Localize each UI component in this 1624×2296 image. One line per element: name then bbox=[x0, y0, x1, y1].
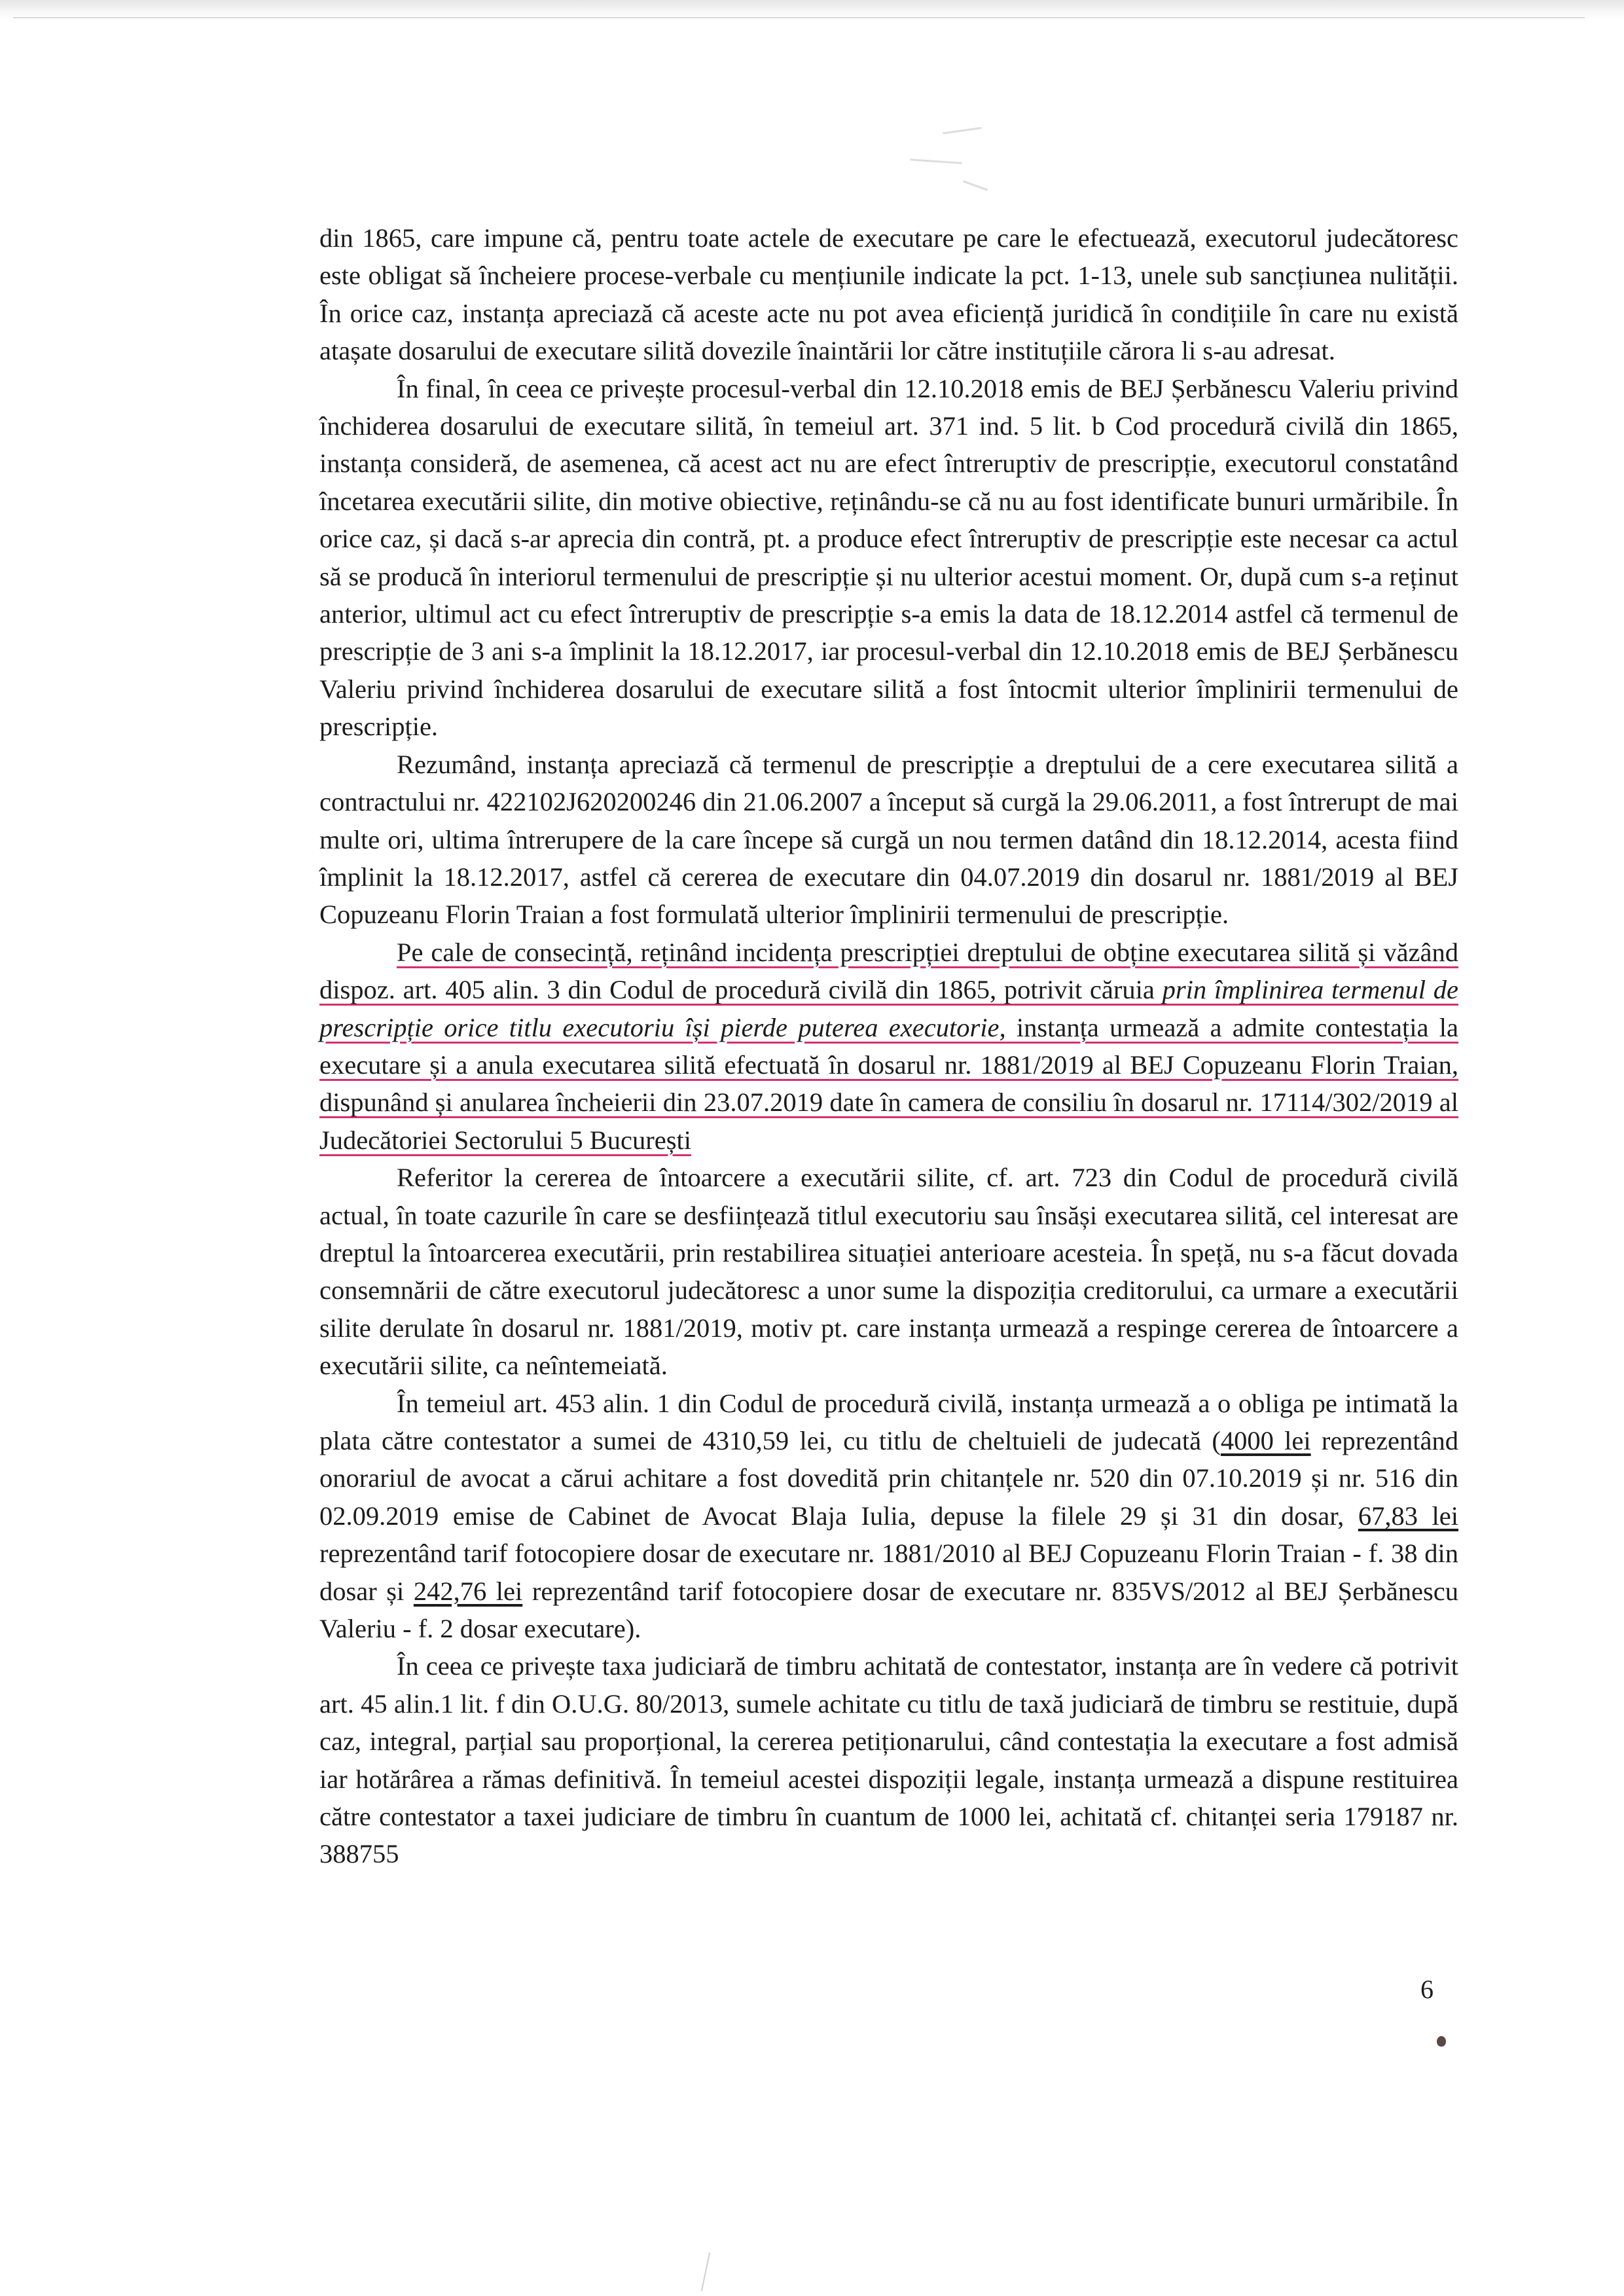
ruling-quote: prin împlinirea termenul de prescripție orice titlu executoriu își pierde puterea executorie, bbox=[319, 975, 1458, 1042]
ink-dot bbox=[1437, 2036, 1446, 2047]
costs-amount-2: 67,83 lei bbox=[1358, 1501, 1458, 1531]
scan-smudge bbox=[943, 127, 982, 134]
scan-mark bbox=[701, 2252, 710, 2291]
paragraph-3: Rezumând, instanța apreciază că termenul de prescripție a dreptului de a cere executarea silită a contractului nr. 422102J620200246 din 21.06.2007 a început să curgă la 29.06.2011, a fost întrerupt de mai multe ori, ultima întrerupere de la care începe să curgă un nou termen datând din 18.12.2014, acesta fiind împlinit la 18.12.2017, astfel că cererea de executare din 04.07.2019 din dosarul nr. 1881/2019 al BEJ Copuzeanu Florin Traian a fost formulată ulterior împlinirii termenului de prescripție. bbox=[319, 749, 1458, 930]
costs-text-c: reprezentând tarif fotocopiere dosar de executare nr. 1881/2010 al BEJ Copuzeanu Florin Traian - f. 38 din dosar și bbox=[319, 1539, 1458, 1606]
costs-paragraph bbox=[319, 1385, 1458, 1648]
return-paragraph: Referitor la cererea de întoarcere a executării silite, cf. art. 723 din Codul de procedură civilă actual, în toate cazurile în care se desființează titlul executoriu sau însăși executarea silită, cel interesat are dreptul la întoarcerea executării, prin restabilirea situației anterioare acesteia. În speță, nu s-a făcut dovada consemnării de către executorul judecătoresc a unor sume la dispoziția creditorului, ca urmare a executării silite derulate în dosarul nr. 1881/2019, motiv pt. care instanța urmează a respinge cererea de întoarcere a executării silite, ca neîntemeiată. bbox=[319, 1163, 1458, 1381]
document-body bbox=[319, 219, 1458, 1873]
ruling-text-1: Pe cale de consecință, reținând incidența prescripției dreptului de obține executarea silită și văzând dispoz. art. 405 alin. 3 din Codul de procedură civilă din 1865, potrivit căruia bbox=[319, 937, 1458, 1005]
costs-text-b: reprezentând onorariul de avocat a cărui achitare a fost dovedită prin chitanțele nr. 520 din 07.10.2019 și nr. 516 din 02.09.2019 emise de Cabinet de Avocat Blaja Iulia, depuse la filele 29 și 31 din dosar, bbox=[319, 1426, 1459, 1531]
scan-top-line bbox=[13, 17, 1585, 18]
page-number: 6 bbox=[1420, 1975, 1434, 2004]
paragraph-1: din 1865, care impune că, pentru toate actele de executare pe care le efectuează, executorul judecătoresc este obligat să încheiere procese-verbale cu mențiunile indicate la pct. 1-13, unele sub sancțiunea nulității. În orice caz, instanța apreciază că aceste acte nu pot avea eficiență juridică în condițiile în care nu există atașate dosarului de executare silită dovezile înaintării lor către instituțiile cărora li s-au adresat. bbox=[319, 223, 1458, 366]
scan-smudge bbox=[910, 158, 962, 164]
costs-text-a: În temeiul art. 453 alin. 1 din Codul de procedură civilă, instanța urmează a o obliga pe intimată la plata către contestator a sumei de 4310,59 lei, cu titlu de cheltuieli de judecată ( bbox=[319, 1388, 1458, 1455]
ruling-text-2: instanța urmează a admite contestația la executare și a anula executarea silită efectuată în dosarul nr. 1881/2019 al BEJ Copuzeanu Florin Traian, dispunând și anularea încheierii din 23.07.2019 date în camera de consiliu în dosarul nr. 17114/302/2019 al Judecătoriei Sectorului 5 București bbox=[319, 1012, 1458, 1155]
paragraph-2: În final, în ceea ce privește procesul-verbal din 12.10.2018 emis de BEJ Șerbănescu Valeriu privind închiderea dosarului de executare silită, în temeiul art. 371 ind. 5 lit. b Cod procedură civilă din 1865, instanța consideră, de asemenea, că acest act nu are efect întreruptiv de prescripție, executorul constatând încetarea executării silite, din motive obiective, reținându-se că nu au fost identificate bunuri urmăribile. În orice caz, și dacă s-ar aprecia din contră, pt. a produce efect întreruptiv de prescripție este necesar ca actul să se producă în interiorul termenului de prescripție și nu ulterior acestui moment. Or, după cum s-a reținut anterior, ultimul act cu efect întreruptiv de prescripție s-a emis la data de 18.12.2014 astfel că termenul de prescripție de 3 ani s-a împlinit la 18.12.2017, iar procesul-verbal din 12.10.2018 emis de BEJ Șerbănescu Valeriu privind închiderea dosarului de executare silită a fost întocmit ulterior împlinirii termenului de prescripție. bbox=[319, 373, 1458, 742]
ruling-paragraph bbox=[319, 934, 1458, 1159]
costs-amount-3: 242,76 lei bbox=[413, 1576, 523, 1606]
costs-text-d: reprezentând tarif fotocopiere dosar de executare nr. 835VS/2012 al BEJ Șerbănescu Valeriu - f. 2 dosar executare). bbox=[319, 1576, 1458, 1644]
scan-smudge bbox=[963, 180, 988, 191]
fee-paragraph: În ceea ce privește taxa judiciară de timbru achitată de contestator, instanța are în vedere că potrivit art. 45 alin.1 lit. f din O.U.G. 80/2013, sumele achitate cu titlu de taxă judiciară de timbru se restituie, după caz, integral, parțial sau proporțional, la cererea petiționarului, când contestația la executare a fost admisă iar hotărârea a rămas definitivă. În temeiul acestei dispoziții legale, instanța urmează a dispune restituirea către contestator a taxei judiciare de timbru în cuantum de 1000 lei, achitată cf. chitanței seria 179187 nr. 388755 bbox=[319, 1651, 1458, 1869]
costs-amount-1: 4000 lei bbox=[1220, 1426, 1311, 1455]
